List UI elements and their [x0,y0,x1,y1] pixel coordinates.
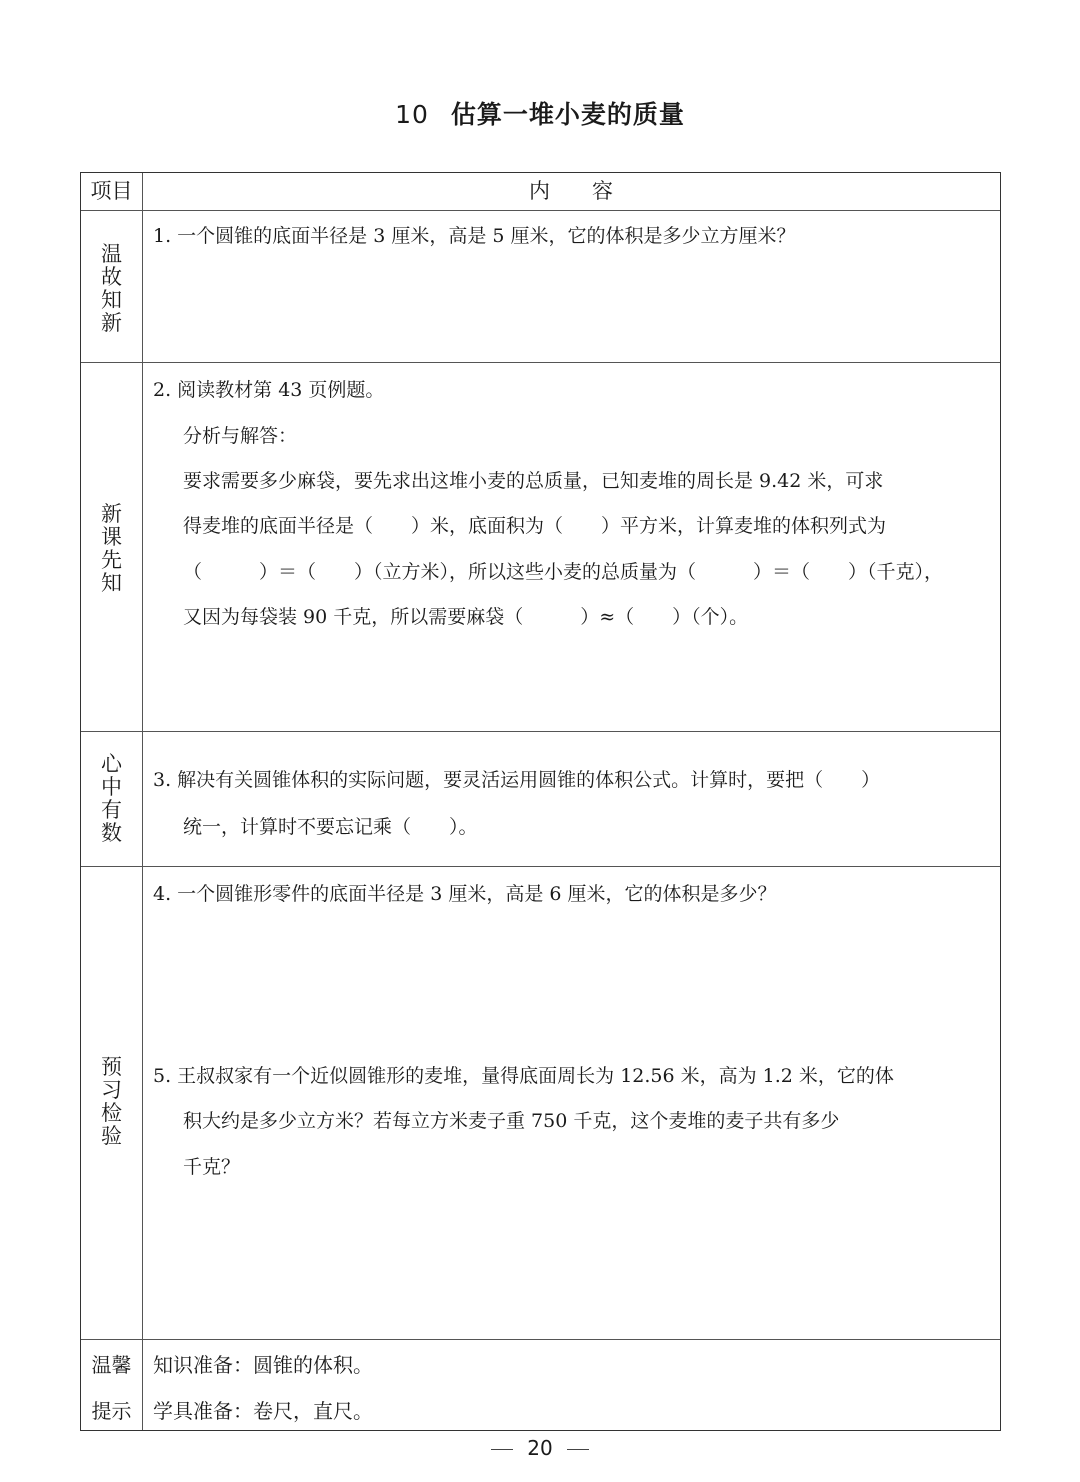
category-char: 习 [101,1078,122,1102]
category-char: 温 [101,242,122,266]
category-char: 检 [101,1101,122,1125]
category-char: 中 [101,775,122,799]
category-char: 有 [101,798,122,822]
question-5-continued: 千克？ [183,1156,241,1178]
row-divider [81,731,1000,732]
footer-dash [491,1449,513,1450]
category-char: 知 [101,288,122,312]
row-divider [81,1339,1000,1340]
category-summary [81,753,142,845]
category-tips-top: 温馨 [91,1353,132,1377]
analysis-line: 要求需要多少麻袋，要先求出这堆小麦的总质量，已知麦堆的周长是 9.42 米，可求 [183,470,884,492]
category-char: 先 [101,548,122,572]
question-5-continued: 积大约是多少立方米？若每立方米麦子重 750 千克，这个麦堆的麦子共有多少 [183,1110,840,1132]
category-preview [81,503,142,595]
page-number: 20 [527,1436,553,1460]
question-3-continued: 统一，计算时不要忘记乘（ ）。 [183,816,478,838]
category-char: 课 [101,525,122,549]
header-content: 内 容 [529,179,613,203]
row-divider [81,866,1000,867]
category-char: 预 [101,1055,122,1079]
header-item: 项目 [90,179,133,203]
lesson-number: 10 [395,100,429,129]
category-char: 验 [101,1124,122,1148]
category-char: 故 [101,265,122,289]
analysis-line: （ ）＝（ ）（立方米），所以这些小麦的总质量为（ ）＝（ ）（千克）， [183,561,944,583]
category-tips-bottom: 提示 [91,1399,132,1423]
question-1: 1. 一个圆锥的底面半径是 3 厘米，高是 5 厘米，它的体积是多少立方厘米？ [153,225,796,247]
category-char: 心 [101,752,122,776]
category-check [81,1056,142,1148]
page-title [0,95,1080,131]
category-char: 新 [101,502,122,526]
question-4: 4. 一个圆锥形零件的底面半径是 3 厘米，高是 6 厘米，它的体积是多少？ [153,883,777,905]
row-divider [81,210,1000,211]
question-5: 5. 王叔叔家有一个近似圆锥形的麦堆，量得底面周长为 12.56 米，高为 1.2 米，它的体 [153,1065,894,1087]
page-footer [0,1436,1080,1460]
row-divider [81,362,1000,363]
analysis-label: 分析与解答： [183,425,298,447]
tip-knowledge: 知识准备：圆锥的体积。 [153,1353,373,1377]
category-char: 数 [101,821,122,845]
analysis-line: 得麦堆的底面半径是（ ）米，底面积为（ ）平方米，计算麦堆的体积列式为 [183,515,887,537]
worksheet-table [80,172,1001,1431]
footer-dash [567,1449,589,1450]
question-3: 3. 解决有关圆锥体积的实际问题，要灵活运用圆锥的体积公式。计算时，要把（ ） [153,769,881,791]
category-review [81,243,142,335]
category-char: 新 [101,311,122,335]
tip-tools: 学具准备：卷尺，直尺。 [153,1399,373,1423]
lesson-title: 估算一堆小麦的质量 [450,100,685,129]
category-char: 知 [101,571,122,595]
question-2: 2. 阅读教材第 43 页例题。 [153,379,385,401]
analysis-line: 又因为每袋装 90 千克，所以需要麻袋（ ）≈（ ）（个）。 [183,606,749,628]
